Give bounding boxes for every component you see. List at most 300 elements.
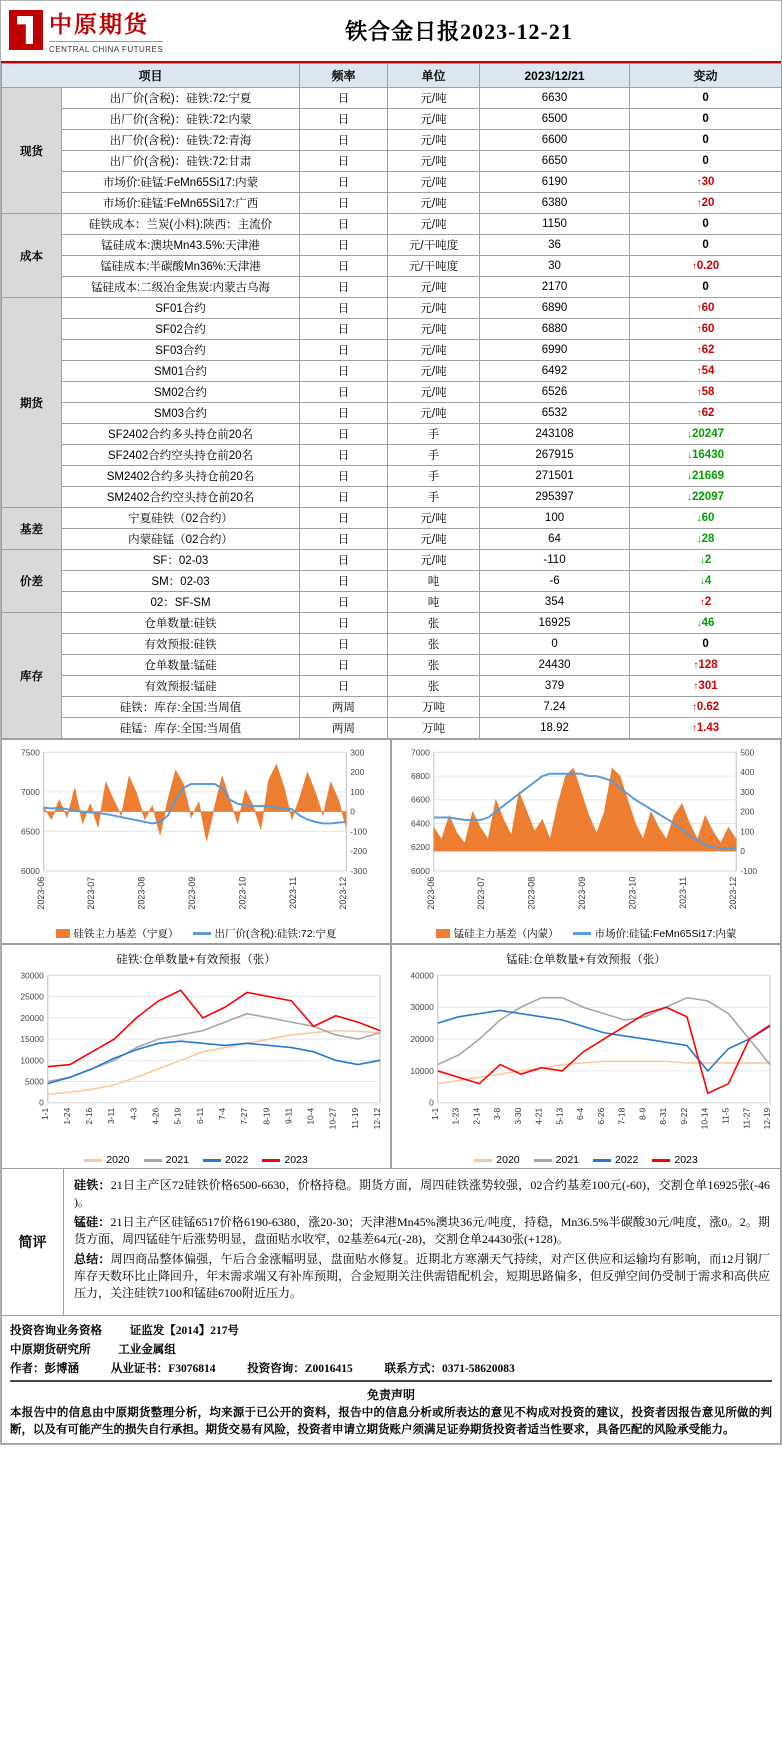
table-header-row xyxy=(2,64,782,88)
table-cell-freq: 日 xyxy=(300,277,388,298)
table-cell-value: 30 xyxy=(480,256,630,277)
table-cell-unit: 元/吨 xyxy=(388,319,480,340)
table-cell-unit: 元/吨 xyxy=(388,298,480,319)
table-cell-value: 0 xyxy=(480,634,630,655)
table-cell-unit: 手 xyxy=(388,466,480,487)
table-category-cell: 期货 xyxy=(2,298,62,508)
svg-text:25000: 25000 xyxy=(20,991,44,1002)
table-cell-change: ↑0.62 xyxy=(630,697,782,718)
svg-text:200: 200 xyxy=(350,767,365,778)
svg-text:10000: 10000 xyxy=(20,1055,44,1066)
table-cell-unit: 张 xyxy=(388,655,480,676)
table-cell-freq: 日 xyxy=(300,592,388,613)
chart-sm-basis xyxy=(391,739,781,944)
table-cell-change: 0 xyxy=(630,214,782,235)
legend-item xyxy=(56,926,179,941)
table-cell-freq: 日 xyxy=(300,487,388,508)
col-unit: 单位 xyxy=(388,64,480,88)
page-title: 铁合金日报2023-12-21 xyxy=(345,18,573,44)
table-row xyxy=(2,151,782,172)
svg-text:11-5: 11-5 xyxy=(720,1107,731,1125)
table-cell-item: SF2402合约多头持仓前20名 xyxy=(62,424,300,445)
legend-label: 2020 xyxy=(496,1154,520,1166)
table-cell-freq: 日 xyxy=(300,445,388,466)
table-row xyxy=(2,130,782,151)
svg-text:1-23: 1-23 xyxy=(450,1107,461,1125)
table-cell-value: 354 xyxy=(480,592,630,613)
table-cell-unit: 元/吨 xyxy=(388,214,480,235)
table-cell-value: 6190 xyxy=(480,172,630,193)
table-cell-value: 295397 xyxy=(480,487,630,508)
logo-mark-icon xyxy=(9,10,43,50)
table-cell-freq: 日 xyxy=(300,466,388,487)
svg-text:40000: 40000 xyxy=(410,970,434,981)
col-freq: 频率 xyxy=(300,64,388,88)
table-row xyxy=(2,277,782,298)
svg-text:500: 500 xyxy=(740,747,755,758)
table-cell-item: 宁夏硅铁（02合约） xyxy=(62,508,300,529)
svg-text:2023-10: 2023-10 xyxy=(237,876,248,910)
table-cell-unit: 吨 xyxy=(388,592,480,613)
table-cell-freq: 两周 xyxy=(300,697,388,718)
table-cell-item: SM2402合约多头持仓前20名 xyxy=(62,466,300,487)
chart-sm-warrant-legend xyxy=(394,1154,778,1166)
table-cell-change: ↓60 xyxy=(630,508,782,529)
legend-label: 硅铁主力基差（宁夏） xyxy=(73,928,179,940)
svg-text:4-26: 4-26 xyxy=(150,1107,161,1125)
logo-text-en: CENTRAL CHINA FUTURES xyxy=(49,45,164,54)
svg-text:9-11: 9-11 xyxy=(283,1107,294,1125)
table-cell-value: 2170 xyxy=(480,277,630,298)
table-row xyxy=(2,403,782,424)
table-cell-freq: 日 xyxy=(300,214,388,235)
legend-swatch-icon xyxy=(436,929,450,938)
table-cell-unit: 张 xyxy=(388,634,480,655)
table-category-cell: 成本 xyxy=(2,214,62,298)
svg-text:2023-11: 2023-11 xyxy=(287,876,298,909)
legend-label: 2023 xyxy=(284,1154,308,1166)
table-category-cell: 库存 xyxy=(2,613,62,739)
table-cell-item: SM03合约 xyxy=(62,403,300,424)
svg-text:6600: 6600 xyxy=(411,794,430,805)
table-cell-item: SM2402合约空头持仓前20名 xyxy=(62,487,300,508)
table-cell-value: 6600 xyxy=(480,130,630,151)
table-row xyxy=(2,655,782,676)
svg-text:0: 0 xyxy=(350,806,355,817)
company-logo xyxy=(9,6,205,54)
col-value: 2023/12/21 xyxy=(480,64,630,88)
table-cell-change: ↑128 xyxy=(630,655,782,676)
legend-line-icon xyxy=(474,1159,492,1162)
table-cell-value: 6500 xyxy=(480,109,630,130)
svg-text:7000: 7000 xyxy=(21,786,40,797)
table-cell-unit: 元/吨 xyxy=(388,529,480,550)
svg-text:0: 0 xyxy=(429,1097,434,1108)
table-cell-change: ↑30 xyxy=(630,172,782,193)
svg-text:6400: 6400 xyxy=(411,818,430,829)
svg-text:2023-09: 2023-09 xyxy=(577,876,588,910)
commentary-section xyxy=(1,1169,781,1316)
table-cell-item: 硅铁：库存:全国:当周值 xyxy=(62,697,300,718)
research-group: 工业金属组 xyxy=(118,1343,176,1356)
legend-swatch-icon xyxy=(56,929,70,938)
table-cell-unit: 元/吨 xyxy=(388,361,480,382)
chart-sf-warrant-svg xyxy=(4,967,388,1147)
svg-text:10-4: 10-4 xyxy=(305,1107,316,1125)
table-cell-item: 02：SF-SM xyxy=(62,592,300,613)
license-label: 从业证书： xyxy=(110,1362,169,1375)
svg-text:3-30: 3-30 xyxy=(512,1107,523,1125)
chart-sf-warrant xyxy=(1,944,391,1169)
table-cell-unit: 元/吨 xyxy=(388,151,480,172)
table-cell-freq: 日 xyxy=(300,172,388,193)
table-cell-unit: 元/吨 xyxy=(388,172,480,193)
table-cell-change: ↑301 xyxy=(630,676,782,697)
table-cell-item: 出厂价(含税)：硅铁:72:内蒙 xyxy=(62,109,300,130)
table-row xyxy=(2,172,782,193)
table-cell-freq: 日 xyxy=(300,613,388,634)
table-cell-value: 36 xyxy=(480,235,630,256)
svg-text:15000: 15000 xyxy=(20,1034,44,1045)
svg-text:6-26: 6-26 xyxy=(595,1107,606,1125)
table-row xyxy=(2,235,782,256)
table-category-cell: 基差 xyxy=(2,508,62,550)
table-cell-change: ↑0.20 xyxy=(630,256,782,277)
table-cell-freq: 日 xyxy=(300,151,388,172)
chart-sm-warrant xyxy=(391,944,781,1169)
table-cell-change: ↑1.43 xyxy=(630,718,782,739)
table-cell-item: SF02合约 xyxy=(62,319,300,340)
svg-text:12-12: 12-12 xyxy=(372,1107,383,1130)
svg-text:300: 300 xyxy=(350,747,365,758)
table-cell-freq: 日 xyxy=(300,508,388,529)
svg-text:5-13: 5-13 xyxy=(554,1107,565,1125)
table-cell-value: 243108 xyxy=(480,424,630,445)
table-cell-freq: 日 xyxy=(300,130,388,151)
svg-text:12-19: 12-19 xyxy=(762,1107,773,1130)
table-cell-freq: 两周 xyxy=(300,718,388,739)
chart-sf-warrant-legend xyxy=(4,1154,388,1166)
table-cell-freq: 日 xyxy=(300,382,388,403)
table-cell-change: ↑58 xyxy=(630,382,782,403)
svg-text:0: 0 xyxy=(740,846,745,857)
table-cell-item: 硅铁成本：兰炭(小料):陕西：主流价 xyxy=(62,214,300,235)
svg-text:-100: -100 xyxy=(350,826,368,837)
svg-text:2-14: 2-14 xyxy=(471,1107,482,1125)
table-cell-freq: 日 xyxy=(300,235,388,256)
table-cell-unit: 元/吨 xyxy=(388,550,480,571)
table-cell-change: 0 xyxy=(630,88,782,109)
svg-text:7-27: 7-27 xyxy=(239,1107,250,1125)
table-cell-unit: 张 xyxy=(388,613,480,634)
table-row xyxy=(2,319,782,340)
legend-line-icon xyxy=(144,1159,162,1162)
table-cell-change: ↑60 xyxy=(630,298,782,319)
table-cell-freq: 日 xyxy=(300,319,388,340)
svg-text:20000: 20000 xyxy=(20,1012,44,1023)
col-change: 变动 xyxy=(630,64,782,88)
table-cell-unit: 元/吨 xyxy=(388,508,480,529)
legend-item xyxy=(534,1154,579,1166)
table-cell-change: 0 xyxy=(630,277,782,298)
table-cell-change: ↓4 xyxy=(630,571,782,592)
table-row xyxy=(2,592,782,613)
data-table xyxy=(1,63,782,739)
table-cell-freq: 日 xyxy=(300,88,388,109)
consult-number: Z0016415 xyxy=(304,1362,353,1375)
svg-text:-100: -100 xyxy=(740,865,758,876)
table-row xyxy=(2,613,782,634)
license-number: F3076814 xyxy=(168,1362,216,1375)
table-cell-value: 267915 xyxy=(480,445,630,466)
table-cell-value: 18.92 xyxy=(480,718,630,739)
table-cell-value: 7.24 xyxy=(480,697,630,718)
legend-line-icon xyxy=(593,1159,611,1162)
table-row xyxy=(2,676,782,697)
table-category-cell: 价差 xyxy=(2,550,62,613)
table-cell-value: 6380 xyxy=(480,193,630,214)
svg-text:2023-06: 2023-06 xyxy=(425,876,436,910)
table-cell-unit: 手 xyxy=(388,424,480,445)
qualification-value: 证监发【2014】217号 xyxy=(129,1324,239,1337)
table-cell-value: 64 xyxy=(480,529,630,550)
table-row xyxy=(2,466,782,487)
svg-text:2023-09: 2023-09 xyxy=(187,876,198,910)
legend-label: 2021 xyxy=(165,1154,189,1166)
legend-item xyxy=(593,1154,638,1166)
svg-text:0: 0 xyxy=(39,1097,44,1108)
legend-line-icon xyxy=(84,1159,102,1162)
commentary-body xyxy=(64,1169,780,1315)
commentary-paragraph: 硅铁：21日主产区72硅铁价格6500-6630，价格持稳。期货方面，周四硅铁涨势较强，02合约基差100元(-60)，交割仓单16925张(-46 )。 xyxy=(74,1178,770,1210)
svg-text:-200: -200 xyxy=(350,846,368,857)
legend-item xyxy=(193,926,337,941)
svg-text:100: 100 xyxy=(350,786,365,797)
legend-item xyxy=(84,1154,129,1166)
svg-text:10-27: 10-27 xyxy=(327,1107,338,1130)
table-cell-change: 0 xyxy=(630,634,782,655)
legend-item xyxy=(573,926,737,941)
table-cell-value: 271501 xyxy=(480,466,630,487)
table-cell-change: ↓46 xyxy=(630,613,782,634)
table-cell-unit: 手 xyxy=(388,487,480,508)
table-row xyxy=(2,508,782,529)
svg-text:4-3: 4-3 xyxy=(128,1107,139,1120)
legend-label: 市场价:硅锰:FeMn65Si17:内蒙 xyxy=(594,928,737,940)
report-footer xyxy=(1,1316,781,1445)
footer-institute-row xyxy=(10,1341,772,1357)
svg-text:7-4: 7-4 xyxy=(216,1107,227,1120)
svg-text:11-19: 11-19 xyxy=(349,1107,360,1129)
table-cell-unit: 万吨 xyxy=(388,697,480,718)
table-cell-unit: 手 xyxy=(388,445,480,466)
table-cell-change: ↑62 xyxy=(630,403,782,424)
legend-line-icon xyxy=(652,1159,670,1162)
table-cell-item: 出厂价(含税)：硅铁:72:甘肃 xyxy=(62,151,300,172)
chart-sf-basis xyxy=(1,739,391,944)
table-cell-item: SF03合约 xyxy=(62,340,300,361)
legend-item xyxy=(144,1154,189,1166)
legend-label: 出厂价(含税):硅铁:72:宁夏 xyxy=(214,928,337,940)
svg-text:6800: 6800 xyxy=(411,771,430,782)
svg-text:1-1: 1-1 xyxy=(429,1107,440,1120)
table-cell-value: 6526 xyxy=(480,382,630,403)
svg-text:30000: 30000 xyxy=(20,970,44,981)
commentary-paragraph: 总结：周四商品整体偏强，午后合金涨幅明显，盘面贴水修复。近期北方寒潮天气持续，对产区供应和运输均有影响，而12月钢厂库存天数环比止降回升，年末需求端又有补库预期，合金短期关注供需错配机会，短期思路偏多，但反弹空间仍受制于需求和高供应压力，关注硅铁7100和锰硅6700附近压力。 xyxy=(74,1251,771,1301)
svg-text:6-4: 6-4 xyxy=(575,1107,586,1120)
table-cell-unit: 元/吨 xyxy=(388,193,480,214)
table-cell-value: 6990 xyxy=(480,340,630,361)
table-row xyxy=(2,634,782,655)
svg-text:400: 400 xyxy=(740,767,755,778)
svg-text:6000: 6000 xyxy=(21,865,40,876)
disclaimer-title: 免责声明 xyxy=(366,1387,415,1402)
table-cell-item: 有效预报:硅铁 xyxy=(62,634,300,655)
consult-label: 投资咨询： xyxy=(247,1362,305,1375)
table-cell-item: 市场价:硅锰:FeMn65Si17:广西 xyxy=(62,193,300,214)
table-cell-item: SM：02-03 xyxy=(62,571,300,592)
table-cell-change: ↑62 xyxy=(630,340,782,361)
table-cell-item: 锰硅成本:澳块Mn43.5%:天津港 xyxy=(62,235,300,256)
table-cell-freq: 日 xyxy=(300,361,388,382)
table-cell-value: 379 xyxy=(480,676,630,697)
svg-text:8-19: 8-19 xyxy=(261,1107,272,1125)
table-cell-item: 锰硅成本:半碳酸Mn36%:天津港 xyxy=(62,256,300,277)
table-cell-freq: 日 xyxy=(300,193,388,214)
table-cell-unit: 万吨 xyxy=(388,718,480,739)
table-cell-change: ↓22097 xyxy=(630,487,782,508)
svg-text:6000: 6000 xyxy=(411,865,430,876)
svg-text:2023-11: 2023-11 xyxy=(677,876,688,909)
legend-label: 2020 xyxy=(106,1154,130,1166)
table-cell-value: 6532 xyxy=(480,403,630,424)
table-cell-change: 0 xyxy=(630,235,782,256)
chart-sf-warrant-title: 硅铁:仓单数量+有效预报（张） xyxy=(116,954,276,966)
table-row xyxy=(2,88,782,109)
chart-sm-basis-svg xyxy=(394,744,778,919)
author-label: 作者： xyxy=(10,1362,45,1375)
svg-text:2023-07: 2023-07 xyxy=(476,876,487,910)
svg-text:7500: 7500 xyxy=(21,747,40,758)
contact-label: 联系方式： xyxy=(384,1362,442,1375)
svg-text:2023-08: 2023-08 xyxy=(526,876,537,910)
svg-text:3-11: 3-11 xyxy=(106,1107,117,1125)
table-cell-item: SM02合约 xyxy=(62,382,300,403)
table-cell-freq: 日 xyxy=(300,298,388,319)
table-row xyxy=(2,109,782,130)
legend-item xyxy=(262,1154,307,1166)
table-cell-unit: 吨 xyxy=(388,571,480,592)
table-cell-freq: 日 xyxy=(300,529,388,550)
table-cell-change: ↓16430 xyxy=(630,445,782,466)
table-row xyxy=(2,193,782,214)
table-cell-change: ↑20 xyxy=(630,193,782,214)
table-row xyxy=(2,424,782,445)
table-cell-change: ↓28 xyxy=(630,529,782,550)
table-cell-item: 出厂价(含税)：硅铁:72:青海 xyxy=(62,130,300,151)
svg-text:4-21: 4-21 xyxy=(533,1107,544,1125)
col-item: 项目 xyxy=(2,64,300,88)
legend-item xyxy=(474,1154,519,1166)
table-cell-item: 硅锰：库存:全国:当周值 xyxy=(62,718,300,739)
chart-sm-warrant-title: 锰硅:仓单数量+有效预报（张） xyxy=(506,954,666,966)
table-row xyxy=(2,361,782,382)
table-row xyxy=(2,445,782,466)
table-cell-freq: 日 xyxy=(300,571,388,592)
table-cell-change: 0 xyxy=(630,130,782,151)
chart-sf-basis-legend xyxy=(4,926,388,941)
legend-line-icon xyxy=(534,1159,552,1162)
disclaimer-body: 本报告中的信息由中原期货整理分析，均来源于已公开的资料，报告中的信息分析或所表达的意见不构成对投资的建议，投资者因报告意见所做的判断，以及有可能产生的损失自行承担。期货交易有风险，投资者申请立期货账户须满足证券期货投资者适当性要求，具备匹配的风险承受能力。 xyxy=(10,1406,772,1436)
table-category-cell: 现货 xyxy=(2,88,62,214)
legend-label: 2022 xyxy=(615,1154,639,1166)
table-row xyxy=(2,718,782,739)
table-cell-change: 0 xyxy=(630,109,782,130)
svg-text:2023-08: 2023-08 xyxy=(136,876,147,910)
table-cell-freq: 日 xyxy=(300,256,388,277)
legend-label: 2023 xyxy=(674,1154,698,1166)
chart-sm-warrant-svg xyxy=(394,967,778,1147)
legend-item xyxy=(436,926,559,941)
table-cell-value: 6630 xyxy=(480,88,630,109)
qualification-label: 投资咨询业务资格 xyxy=(10,1324,102,1337)
svg-text:6-11: 6-11 xyxy=(194,1107,205,1125)
table-row xyxy=(2,550,782,571)
author-name: 彭博涵 xyxy=(44,1362,79,1375)
table-cell-value: 1150 xyxy=(480,214,630,235)
table-row xyxy=(2,529,782,550)
table-row xyxy=(2,214,782,235)
table-row xyxy=(2,382,782,403)
table-cell-change: ↓2 xyxy=(630,550,782,571)
svg-text:2023-10: 2023-10 xyxy=(627,876,638,910)
table-cell-item: 仓单数量:锰硅 xyxy=(62,655,300,676)
table-cell-unit: 元/吨 xyxy=(388,403,480,424)
table-cell-value: 6880 xyxy=(480,319,630,340)
table-cell-item: 仓单数量:硅铁 xyxy=(62,613,300,634)
svg-text:-300: -300 xyxy=(350,865,368,876)
svg-text:30000: 30000 xyxy=(410,1002,434,1013)
svg-text:8-9: 8-9 xyxy=(637,1107,648,1120)
table-cell-change: ↓21669 xyxy=(630,466,782,487)
legend-line-icon xyxy=(262,1159,280,1162)
svg-text:5000: 5000 xyxy=(25,1076,44,1087)
svg-text:6200: 6200 xyxy=(411,842,430,853)
chart-sf-basis-svg xyxy=(4,744,388,919)
svg-text:11-27: 11-27 xyxy=(741,1107,752,1129)
svg-text:8-31: 8-31 xyxy=(658,1107,669,1125)
table-row xyxy=(2,298,782,319)
logo-divider xyxy=(49,41,163,42)
table-cell-item: SF：02-03 xyxy=(62,550,300,571)
table-cell-value: -110 xyxy=(480,550,630,571)
svg-text:5-19: 5-19 xyxy=(172,1107,183,1125)
legend-item xyxy=(652,1154,697,1166)
chart-sm-basis-legend xyxy=(394,926,778,941)
table-cell-freq: 日 xyxy=(300,634,388,655)
table-cell-change: ↑2 xyxy=(630,592,782,613)
legend-label: 2022 xyxy=(225,1154,249,1166)
legend-label: 2021 xyxy=(555,1154,579,1166)
svg-text:10-14: 10-14 xyxy=(699,1107,710,1130)
svg-text:100: 100 xyxy=(740,826,755,837)
table-cell-value: -6 xyxy=(480,571,630,592)
contact-number: 0371-58620083 xyxy=(441,1362,515,1375)
table-cell-change: 0 xyxy=(630,151,782,172)
table-cell-freq: 日 xyxy=(300,109,388,130)
table-cell-freq: 日 xyxy=(300,403,388,424)
table-cell-unit: 元/干吨度 xyxy=(388,235,480,256)
